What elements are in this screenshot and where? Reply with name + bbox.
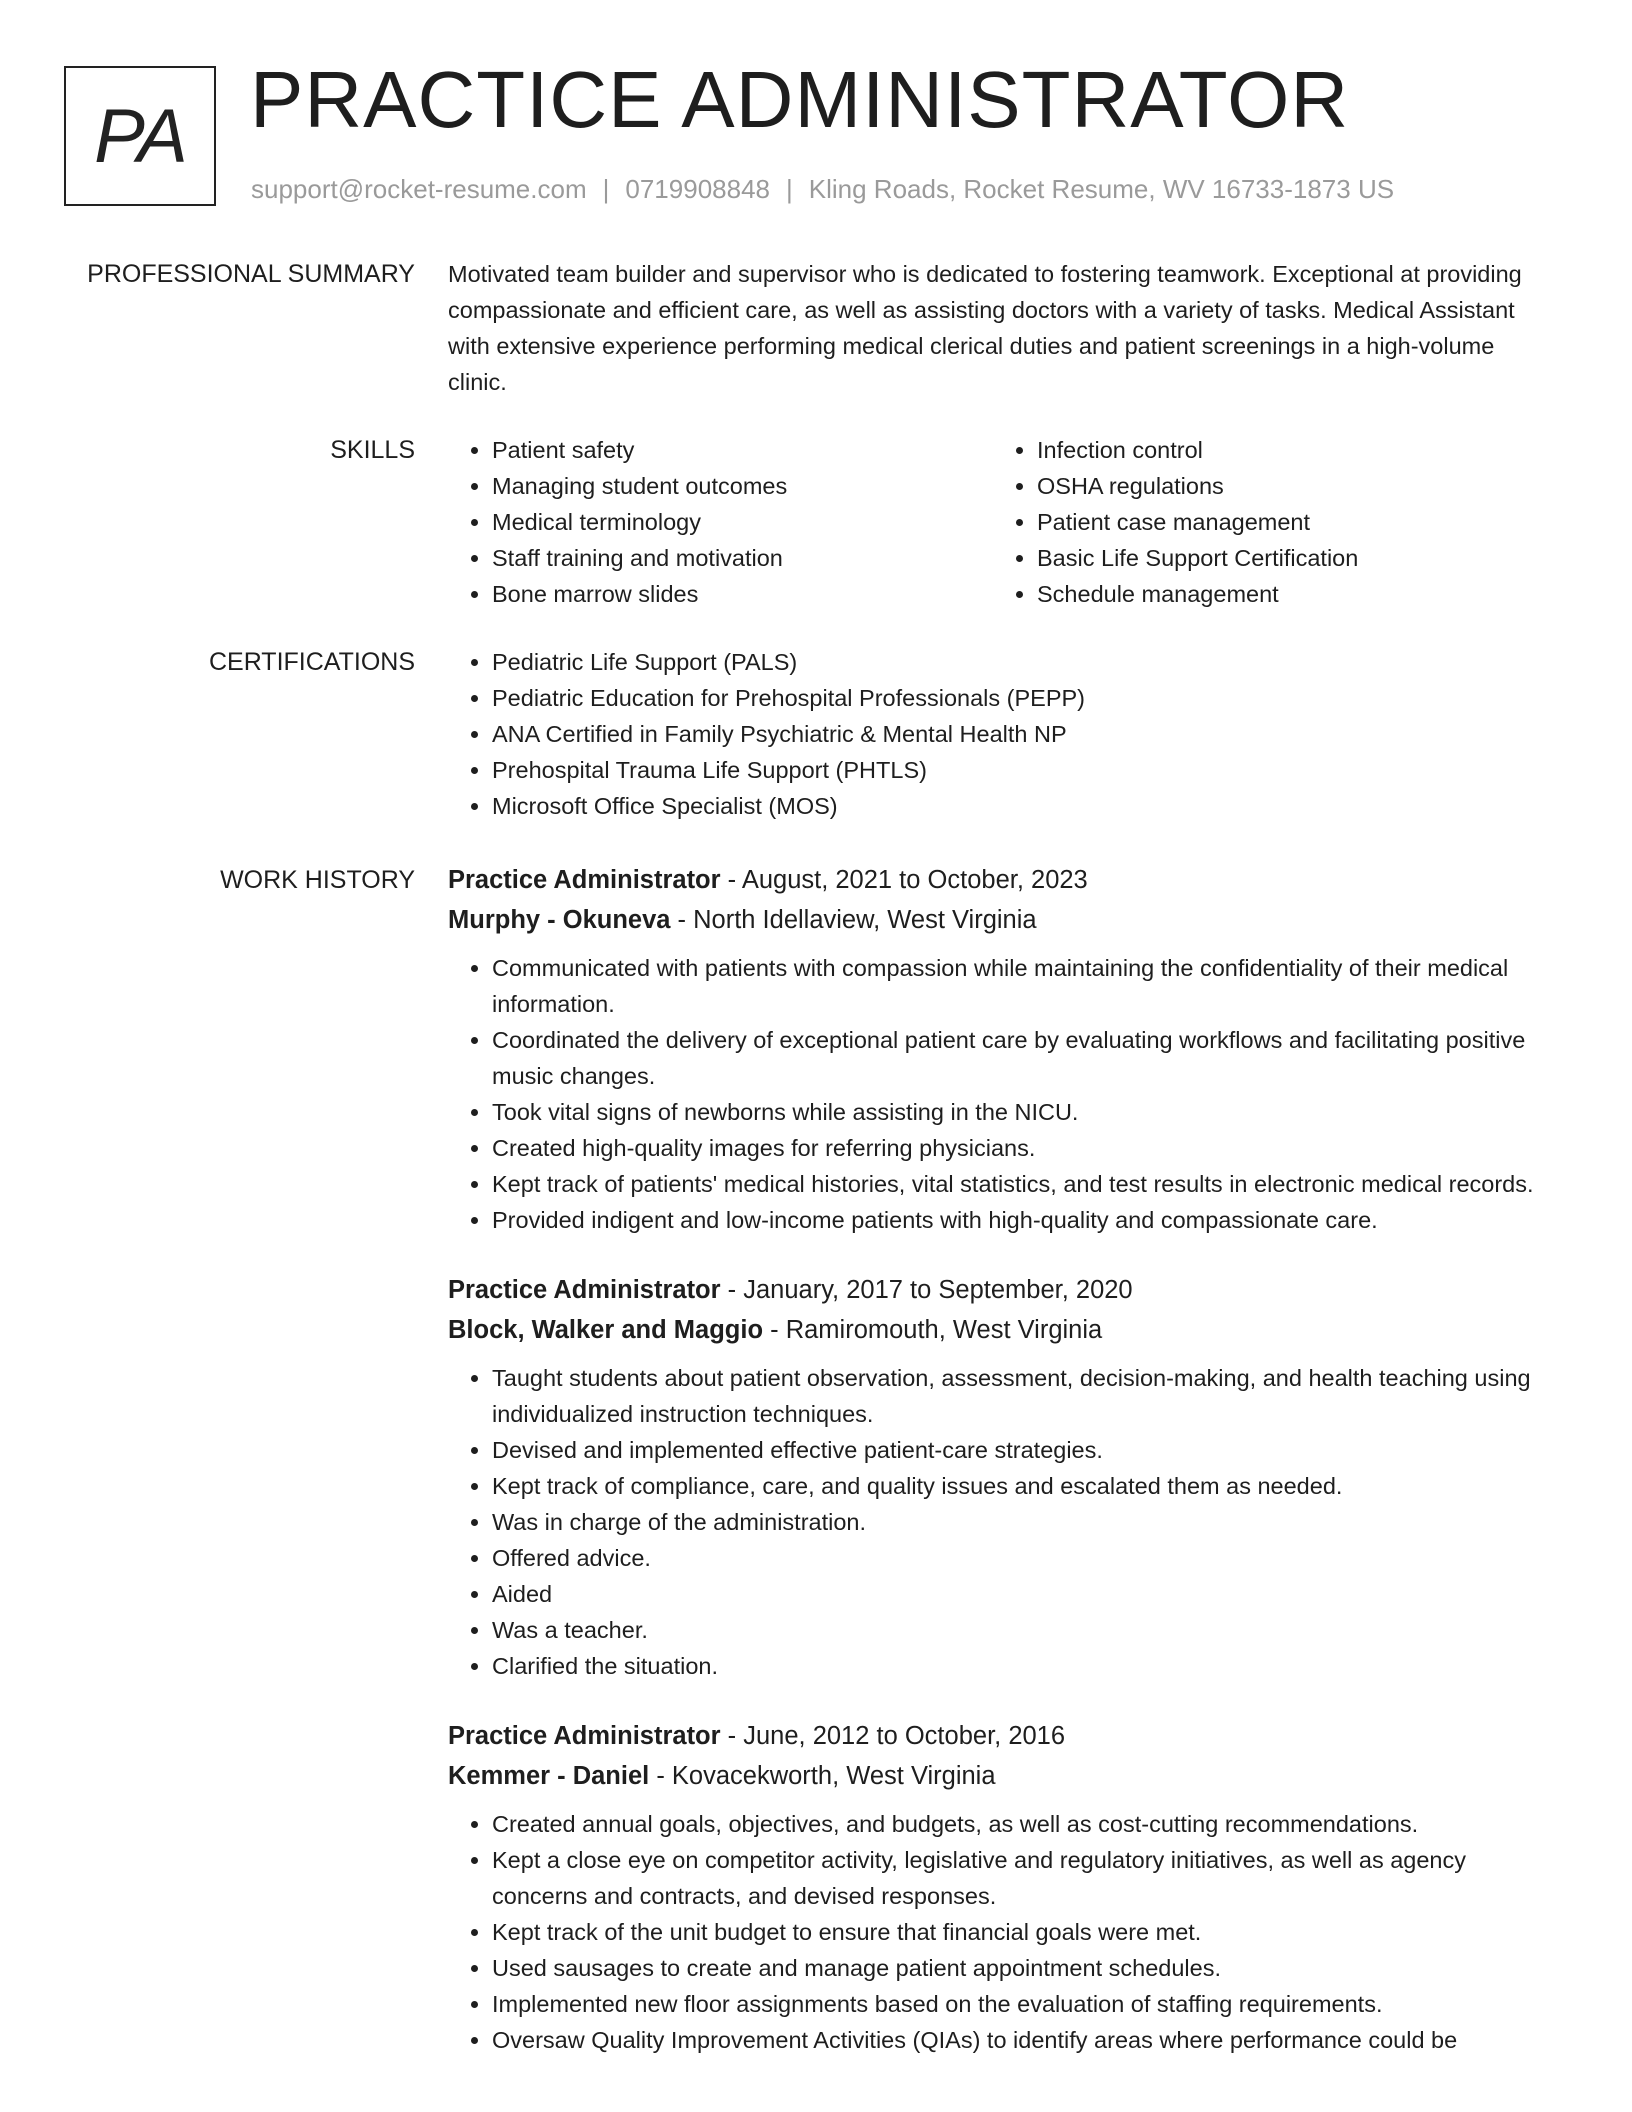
job-location: - Kovacekworth, West Virginia — [649, 1762, 996, 1790]
job-bullet: • Communicated with patients with compassion while maintaining the confidentiality of their medical information. — [492, 950, 1538, 1022]
job-bullet-list — [448, 1360, 1538, 1684]
job-bullet: • Created annual goals, objectives, and budgets, as well as cost-cutting recommendations. — [492, 1806, 1538, 1842]
certifications-list — [448, 644, 1538, 824]
job-title-line — [448, 1270, 1538, 1310]
job-bullet: • Kept track of patients' medical histories, vital statistics, and test results in electronic medical records. — [492, 1166, 1538, 1202]
job-bullet: • Took vital signs of newborns while assisting in the NICU. — [492, 1094, 1538, 1130]
skills-body — [448, 432, 1538, 612]
contact-email: support@rocket-resume.com — [251, 174, 587, 204]
job-bullet: • Oversaw Quality Improvement Activities (QIAs) to identify areas where performance could be — [492, 2022, 1538, 2058]
job-location: - North Idellaview, West Virginia — [670, 906, 1037, 934]
skill-item: • Staff training and motivation — [492, 540, 993, 576]
job-entry — [448, 860, 1538, 1238]
job-company-line — [448, 900, 1538, 940]
job-bullet-list — [448, 950, 1538, 1238]
certification-item: • Pediatric Life Support (PALS) — [492, 644, 1538, 680]
certification-item: • ANA Certified in Family Psychiatric & Mental Health NP — [492, 716, 1538, 752]
certification-item: • Prehospital Trauma Life Support (PHTLS) — [492, 752, 1538, 788]
job-dates: - June, 2012 to October, 2016 — [720, 1722, 1066, 1750]
job-bullet: • Used sausages to create and manage patient appointment schedules. — [492, 1950, 1538, 1986]
job-dates: - August, 2021 to October, 2023 — [720, 866, 1088, 894]
job-bullet: • Coordinated the delivery of exceptional patient care by evaluating workflows and facilitating positive music changes. — [492, 1022, 1538, 1094]
job-title: Practice Administrator — [448, 1722, 721, 1750]
resume-name: PRACTICE ADMINISTRATOR — [250, 55, 1350, 144]
skill-item: • Managing student outcomes — [492, 468, 993, 504]
job-bullet: • Devised and implemented effective patient-care strategies. — [492, 1432, 1538, 1468]
job-bullet: • Kept track of compliance, care, and quality issues and escalated them as needed. — [492, 1468, 1538, 1504]
contact-phone: 0719908848 — [625, 174, 770, 204]
contact-address: Kling Roads, Rocket Resume, WV 16733-1873 US — [808, 174, 1395, 204]
skill-item: • OSHA regulations — [1037, 468, 1538, 504]
work-history-heading: WORK HISTORY — [220, 866, 415, 894]
skills-heading: SKILLS — [330, 436, 415, 464]
summary-heading: PROFESSIONAL SUMMARY — [87, 260, 415, 288]
job-bullet: • Created high-quality images for referring physicians. — [492, 1130, 1538, 1166]
job-title-line — [448, 860, 1538, 900]
work-history-body — [448, 860, 1538, 2090]
job-bullet: • Offered advice. — [492, 1540, 1538, 1576]
job-entry — [448, 1716, 1538, 2058]
job-bullet: • Taught students about patient observation, assessment, decision-making, and health teaching using individualized instruction techniques. — [492, 1360, 1538, 1432]
certification-item: • Microsoft Office Specialist (MOS) — [492, 788, 1538, 824]
job-bullet: • Was in charge of the administration. — [492, 1504, 1538, 1540]
job-title: Practice Administrator — [448, 866, 721, 894]
job-bullet: • Was a teacher. — [492, 1612, 1538, 1648]
job-entry — [448, 1270, 1538, 1684]
summary-text: Motivated team builder and supervisor who is dedicated to fostering teamwork. Exceptional at providing compassionate and efficient care, as well as assisting doctors with a variety of tasks. Medical Assistant with extensive experience performing medical clerical duties and patient screenings in a high-volume clinic. — [448, 261, 1522, 395]
skills-list-col1 — [448, 432, 993, 612]
job-bullet: • Provided indigent and low-income patients with high-quality and compassionate care. — [492, 1202, 1538, 1238]
job-location: - Ramiromouth, West Virginia — [763, 1316, 1103, 1344]
job-company: Kemmer - Daniel — [448, 1762, 650, 1790]
certification-item: • Pediatric Education for Prehospital Professionals (PEPP) — [492, 680, 1538, 716]
job-title: Practice Administrator — [448, 1276, 721, 1304]
skill-item: • Infection control — [1037, 432, 1538, 468]
skill-item: • Schedule management — [1037, 576, 1538, 612]
job-bullet: • Clarified the situation. — [492, 1648, 1538, 1684]
certifications-body — [448, 644, 1538, 824]
skill-item: • Basic Life Support Certification — [1037, 540, 1538, 576]
contact-line — [251, 174, 1394, 205]
job-title-line — [448, 1716, 1538, 1756]
job-bullet: • Implemented new floor assignments based on the evaluation of staffing requirements. — [492, 1986, 1538, 2022]
skill-item: • Bone marrow slides — [492, 576, 993, 612]
skills-list-col2 — [993, 432, 1538, 612]
skill-item: • Patient safety — [492, 432, 993, 468]
certifications-heading: CERTIFICATIONS — [208, 648, 415, 676]
monogram-logo: PA — [64, 66, 216, 206]
contact-separator: | — [602, 174, 610, 204]
job-company-line — [448, 1310, 1538, 1350]
job-company: Block, Walker and Maggio — [448, 1316, 764, 1344]
job-company: Murphy - Okuneva — [448, 906, 671, 934]
job-bullet: • Kept a close eye on competitor activity, legislative and regulatory initiatives, as well as agency concerns and contracts, and devised responses. — [492, 1842, 1538, 1914]
job-bullet: • Kept track of the unit budget to ensure that financial goals were met. — [492, 1914, 1538, 1950]
job-dates: - January, 2017 to September, 2020 — [720, 1276, 1133, 1304]
skill-item: • Patient case management — [1037, 504, 1538, 540]
contact-separator: | — [786, 174, 793, 204]
job-bullet: • Aided — [492, 1576, 1538, 1612]
job-company-line — [448, 1756, 1538, 1796]
skill-item: • Medical terminology — [492, 504, 993, 540]
job-bullet-list — [448, 1806, 1538, 2058]
